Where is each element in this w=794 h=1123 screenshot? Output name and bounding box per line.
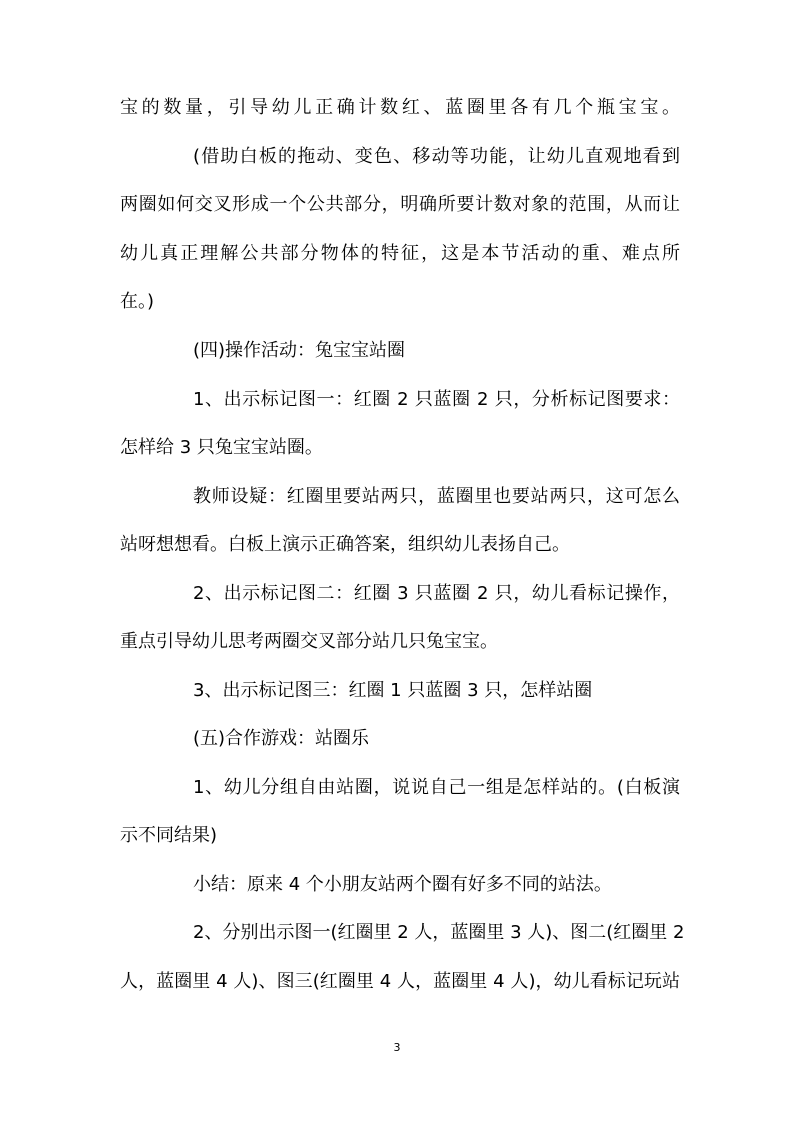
paragraph-line: 2、出示标记图二：红圈 3 只蓝圈 2 只，幼儿看标记操作， (193, 583, 680, 604)
paragraph-line: 幼儿真正理解公共部分物体的特征，这是本节活动的重、难点所 (120, 243, 680, 264)
paragraph-line: 3、出示标记图三：红圈 1 只蓝圈 3 只，怎样站圈 (193, 680, 593, 701)
paragraph-line: 1、出示标记图一：红圈 2 只蓝圈 2 只，分析标记图要求： (193, 389, 680, 410)
paragraph-line: (借助白板的拖动、变色、移动等功能，让幼儿直观地看到 (193, 146, 680, 167)
paragraph-line: 重点引导幼儿思考两圈交叉部分站几只兔宝宝。 (120, 631, 498, 652)
paragraph-line: 小结：原来 4 个小朋友站两个圈有好多不同的站法。 (193, 874, 612, 895)
paragraph-line: 站呀想想看。白板上演示正确答案，组织幼儿表扬自己。 (120, 534, 570, 555)
paragraph-line: 宝的数量，引导幼儿正确计数红、蓝圈里各有几个瓶宝宝。 (120, 97, 680, 118)
paragraph-line: 教师设疑：红圈里要站两只，蓝圈里也要站两只，这可怎么 (193, 486, 680, 507)
paragraph-line: 2、分别出示图一(红圈里 2 人，蓝圈里 3 人)、图二(红圈里 2 (193, 922, 685, 943)
paragraph-line: 1、幼儿分组自由站圈，说说自己一组是怎样站的。(白板演 (193, 777, 680, 798)
section-heading: (四)操作活动：兔宝宝站圈 (193, 340, 406, 361)
paragraph-line: 人，蓝圈里 4 人)、图三(红圈里 4 人，蓝圈里 4 人)，幼儿看标记玩站 (120, 971, 680, 992)
paragraph-line: 两圈如何交叉形成一个公共部分，明确所要计数对象的范围，从而让 (120, 194, 680, 215)
paragraph-line: 示不同结果) (120, 825, 218, 846)
section-heading: (五)合作游戏：站圈乐 (193, 728, 370, 749)
paragraph-line: 在。) (120, 291, 155, 312)
page-number: 3 (393, 1041, 401, 1054)
paragraph-line: 怎样给 3 只兔宝宝站圈。 (120, 437, 323, 458)
